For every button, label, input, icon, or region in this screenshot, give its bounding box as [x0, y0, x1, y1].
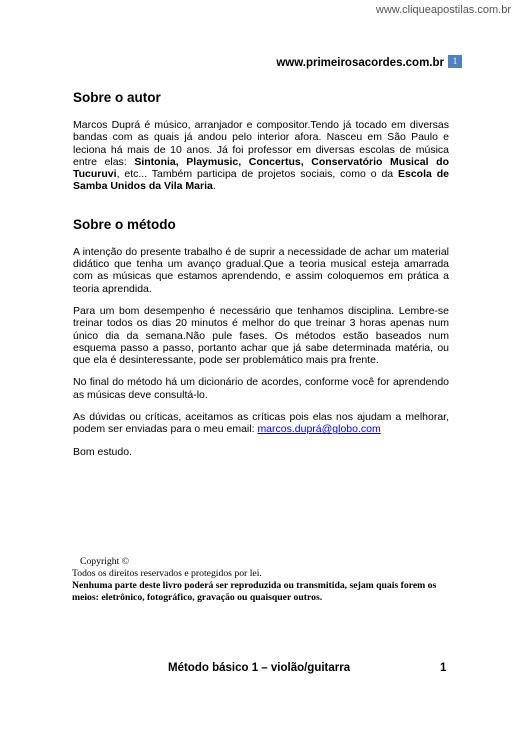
rights-reserved-line: Todos os direitos reservados e protegidos por lei. [72, 568, 262, 579]
header-page-badge: 1 [448, 55, 462, 68]
closing-text: Bom estudo. [73, 445, 132, 458]
method-section-title: Sobre o método [73, 216, 176, 232]
email-link[interactable]: marcos.duprá@globo.com [257, 423, 381, 436]
reproduction-notice: Nenhuma parte deste livro poderá ser reproduzida ou transmitida, sejam quais forem os meios: eletrônico, fotográfico, gravação ou quaisquer outros. [72, 580, 437, 603]
contact-paragraph [73, 411, 449, 436]
footer-title: Método básico 1 – violão/guitarra [168, 662, 351, 674]
copyright-line: Copyright © [80, 556, 130, 567]
copyright-block [72, 556, 452, 604]
header-site-url: www.primeirosacordes.com.br [276, 57, 444, 69]
author-paragraph [73, 119, 449, 193]
contact-text: As dúvidas ou críticas, aceitamos as críticas pois elas nos ajudam a melhorar, podem ser enviadas para o meu email: [73, 411, 449, 436]
method-paragraph-1: A intenção do presente trabalho é de suprir a necessidade de achar um material didático que tenha um avanço gradual.Que a teoria musical esteja amarrada com as músicas que estamos aprendendo, e assim coloquemos em prática a teoria aprendida. [73, 245, 449, 295]
method-paragraph-2: Para um bom desempenho é necessário que tenhamos disciplina. Lembre-se treinar todos os dias 20 minutos é melhor do que treinar 3 horas apenas num único dia da semana.Não pule fases. Os métodos estão baseados num esquema passo a passo, portanto achar que já sabe determinada matéria, ou que ela é desinteressante, pode ser problemático mais pra frente. [73, 304, 449, 367]
author-section-title: Sobre o autor [73, 90, 161, 105]
method-paragraph-3: No final do método há um dicionário de acordes, conforme você for aprendendo as músicas deve consultá-lo. [73, 376, 449, 401]
footer-page-number: 1 [440, 662, 447, 674]
author-text-3: . [212, 180, 216, 193]
author-schools: Sintonia, Playmusic, Concertus, Conservatório Musical do Tucuruvi [73, 155, 449, 181]
author-samba-school: Escola de Samba Unidos da Vila Maria [73, 168, 449, 193]
watermark-url: www.cliqueapostilas.com.br [375, 4, 511, 16]
main-content [73, 90, 449, 458]
author-text-1: Marcos Duprá é músico, arranjador e compositor.Tendo já tocado em diversas bandas com as quais já andou pelo interior afora. Nasceu em São Paulo e leciona há mais de 10 anos. Já foi professor em diversas escolas de música entre elas: [73, 119, 449, 168]
author-text-2: , etc... Também participa de projetos sociais, como o da [116, 168, 398, 181]
